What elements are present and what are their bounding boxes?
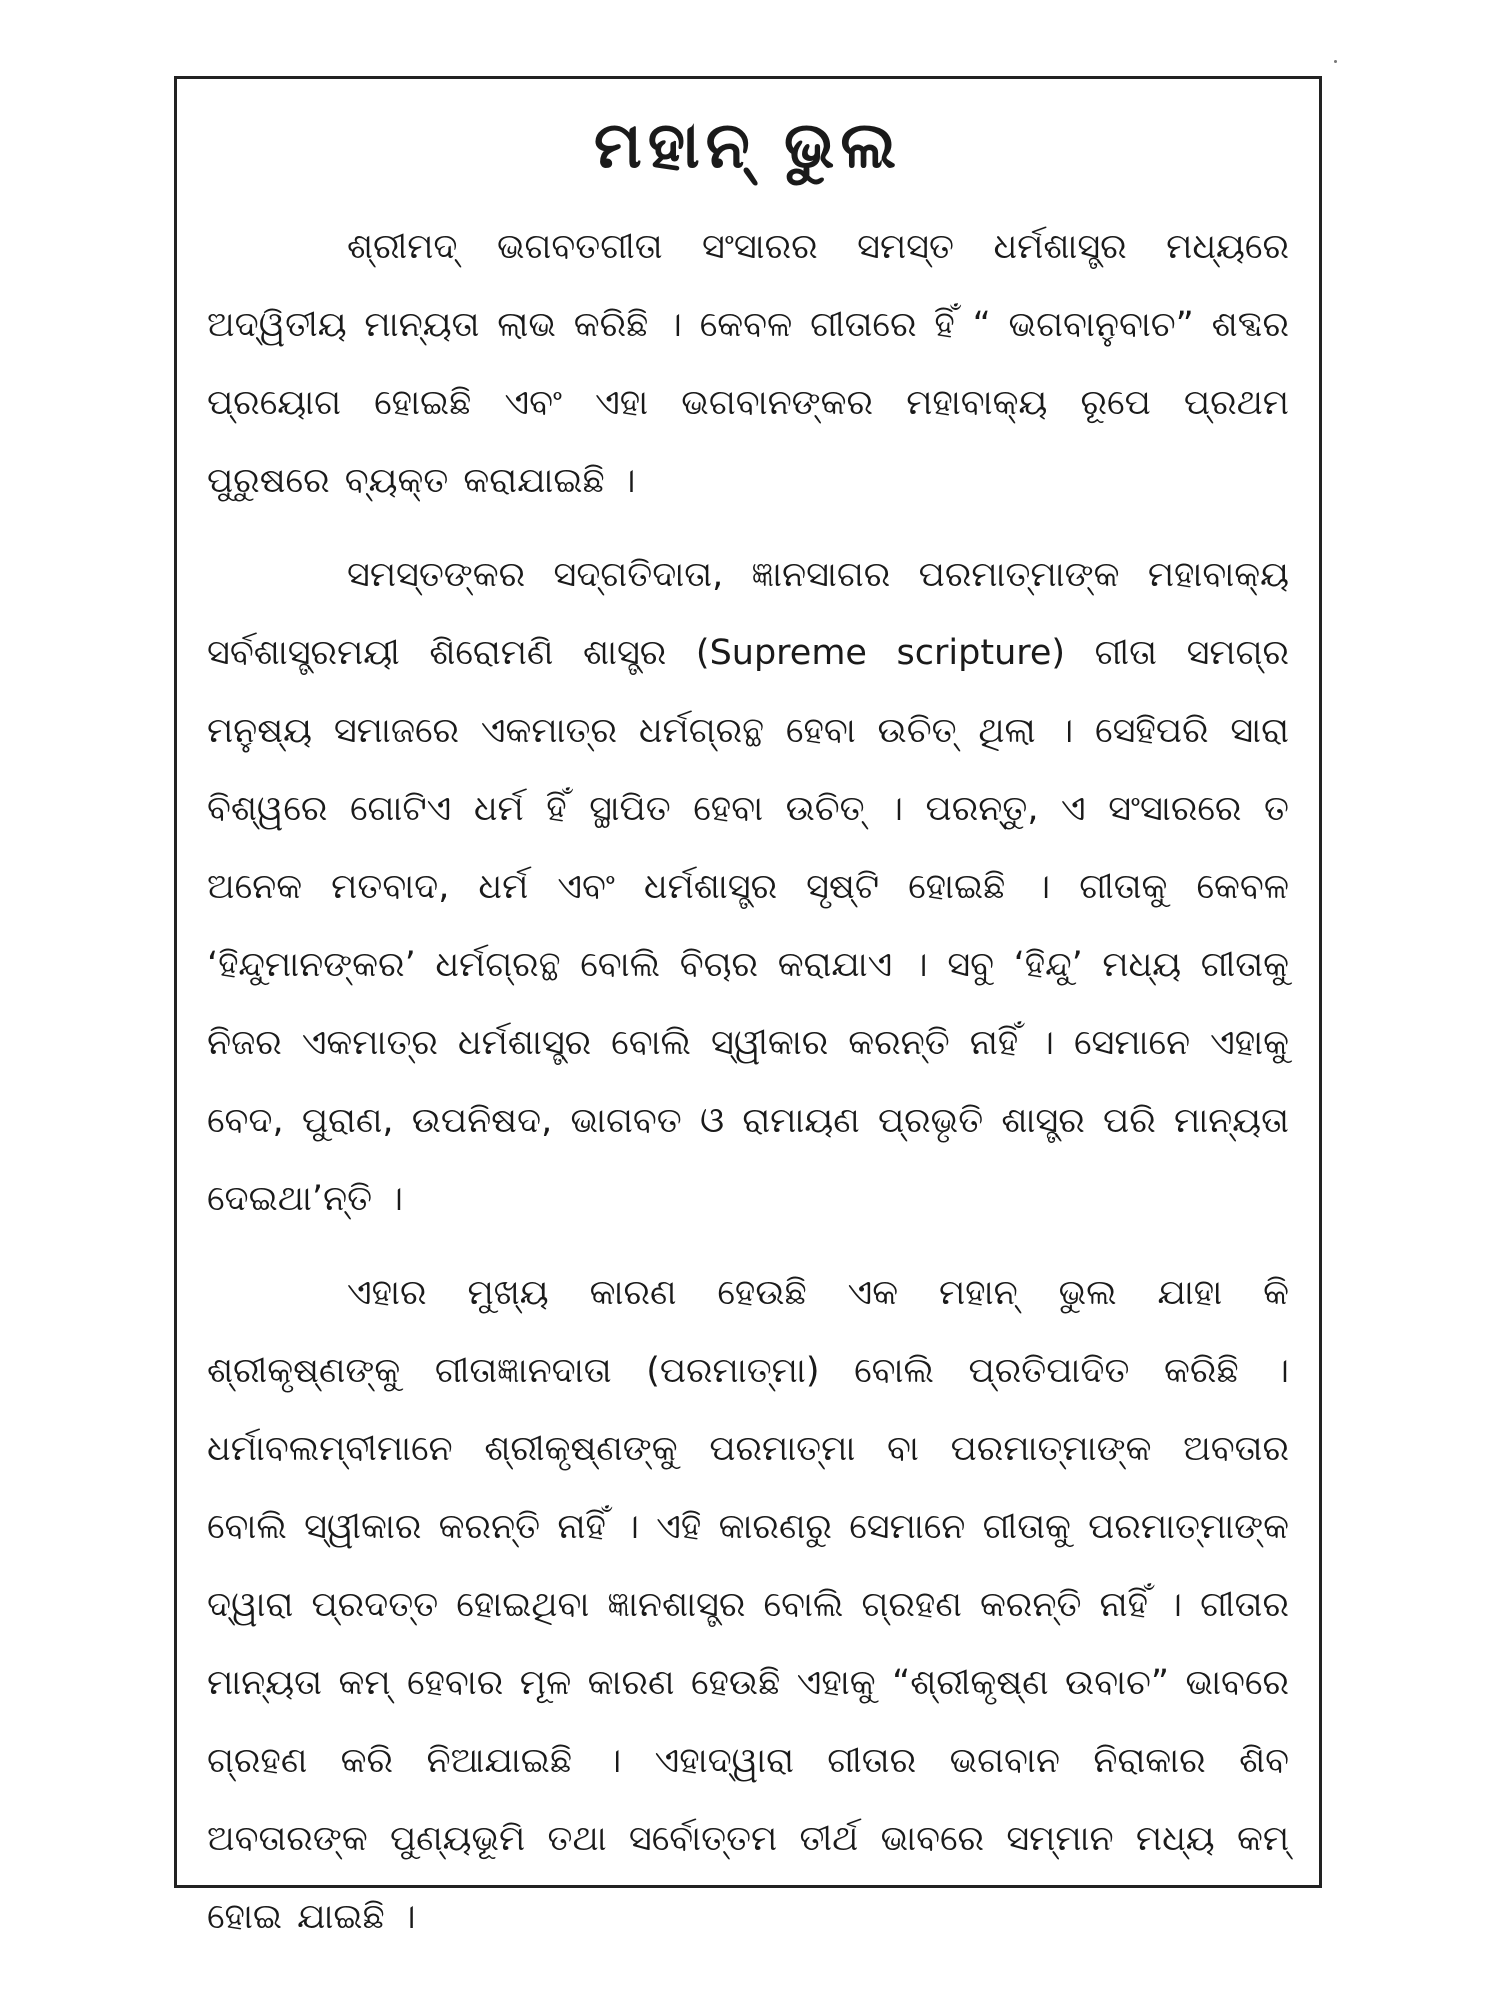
scan-speck <box>1334 60 1337 63</box>
paragraph-3: ଏହାର ମୁଖ୍ୟ କାରଣ ହେଉଛି ଏକ ମହାନ୍ ଭୁଲ ଯାହା କି ଶ୍ରୀକୃଷ୍ଣଙ୍କୁ ଗୀତାଜ୍ଞାନଦାତା (ପରମାତ୍ମା) ବୋଲି ପ୍ରତିପାଦିତ କରିଛି । ଧର୍ମାବଲମ୍ବୀମାନେ ଶ୍ରୀକୃଷ୍ଣଙ୍କୁ ପରମାତ୍ମା ବା ପରମାତ୍ମାଙ୍କ ଅବତାର ବୋଲି ସ୍ୱୀକାର କରନ୍ତି ନାହିଁ । ଏହି କାରଣରୁ ସେମାନେ ଗୀତାକୁ ପରମାତ୍ମାଙ୍କ ଦ୍ୱାରା ପ୍ରଦତ୍ତ ହୋଇଥିବା ଜ୍ଞାନଶାସ୍ତ୍ର ବୋଲି ଗ୍ରହଣ କରନ୍ତି ନାହିଁ । ଗୀତାର ମାନ୍ୟତା କମ୍ ହେବାର ମୂଳ କାରଣ ହେଉଛି ଏହାକୁ “ଶ୍ରୀକୃଷ୍ଣ ଉବାଚ” ଭାବରେ ଗ୍ରହଣ କରି ନିଆଯାଇଛି । ଏହାଦ୍ୱାରା ଗୀତାର ଭଗବାନ ନିରାକାର ଶିବ ଅବତାରଙ୍କ ପୁଣ୍ୟଭୂମି ତଥା ସର୍ବୋତ୍ତମ ତୀର୍ଥ ଭାବରେ ସମ୍ମାନ ମଧ୍ୟ କମ୍ ହୋଇ ଯାଇଛି । <box>207 1273 1289 1938</box>
paragraph-1: ଶ୍ରୀମଦ୍ ଭଗବତଗୀତା ସଂସାରର ସମସ୍ତ ଧର୍ମଶାସ୍ତ୍ର ମଧ୍ୟରେ ଅଦ୍ୱିତୀୟ ମାନ୍ୟତା ଲାଭ କରିଛି । କେବଳ ଗୀତାରେ ହିଁ “ ଭଗବାନୁବାଚ” ଶବ୍ଦର ପ୍ରୟୋଗ ହୋଇଛି ଏବଂ ଏହା ଭଗବାନଙ୍କର ମହାବାକ୍ୟ ରୂପେ ପ୍ରଥମ ପୁରୁଷରେ ବ୍ୟକ୍ତ କରାଯାଇଛି । <box>207 227 1289 502</box>
bordered-text-frame <box>174 76 1322 1938</box>
paragraph-2: ସମସ୍ତଙ୍କର ସଦ୍‌ଗତିଦାତା, ଜ୍ଞାନସାଗର ପରମାତ୍ମାଙ୍କ ମହାବାକ୍ୟ ସର୍ବଶାସ୍ତ୍ରମୟୀ ଶିରୋମଣି ଶାସ୍ତ୍ର (Supreme scripture) ଗୀତା ସମଗ୍ର ମନୁଷ୍ୟ ସମାଜରେ ଏକମାତ୍ର ଧର୍ମଗ୍ରନ୍ଥ ହେବା ଉଚିତ୍ ଥିଲା । ସେହିପରି ସାରା ବିଶ୍ୱରେ ଗୋଟିଏ ଧର୍ମ ହିଁ ସ୍ଥାପିତ ହେବା ଉଚିତ୍ । ପରନ୍ତୁ, ଏ ସଂସାରରେ ତ ଅନେକ ମତବାଦ, ଧର୍ମ ଏବଂ ଧର୍ମଶାସ୍ତ୍ର ସୃଷ୍ଟି ହୋଇଛି । ଗୀତାକୁ କେବଳ ‘ହିନ୍ଦୁମାନଙ୍କର’ ଧର୍ମଗ୍ରନ୍ଥ ବୋଲି ବିଚାର କରାଯାଏ । ସବୁ ‘ହିନ୍ଦୁ’ ମଧ୍ୟ ଗୀତାକୁ ନିଜର ଏକମାତ୍ର ଧର୍ମଶାସ୍ତ୍ର ବୋଲି ସ୍ୱୀକାର କରନ୍ତି ନାହିଁ । ସେମାନେ ଏହାକୁ ବେଦ, ପୁରାଣ, ଉପନିଷଦ, ଭାଗବତ ଓ ରାମାୟଣ ପ୍ରଭୃତି ଶାସ୍ତ୍ର ପରି ମାନ୍ୟତା ଦେଇଥା’ନ୍ତି । <box>207 555 1289 1220</box>
page-title: ମହାନ୍ ଭୁଲ <box>593 109 903 183</box>
